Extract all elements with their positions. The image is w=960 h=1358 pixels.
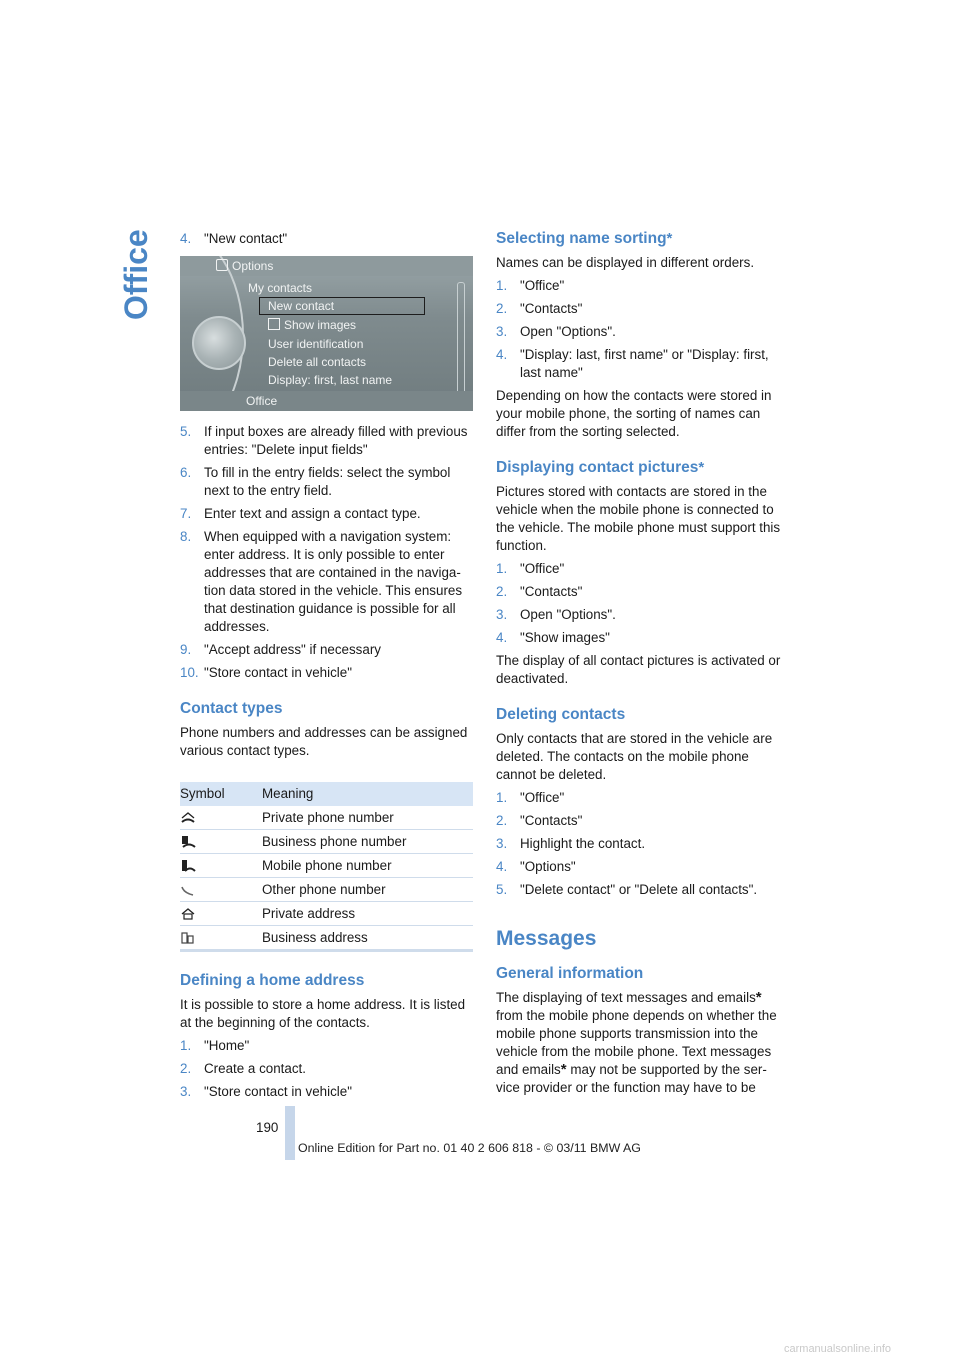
steps-new-contact (180, 230, 474, 248)
step-text: "Show images" (520, 630, 610, 645)
meaning-cell: Business phone number (262, 830, 473, 854)
steps-deleting (496, 789, 790, 899)
heading-home-address: Defining a home address (180, 972, 365, 989)
step-text: Open "Options". (520, 607, 616, 622)
meaning-cell: Private phone number (262, 806, 473, 830)
step-number: 8. (180, 529, 192, 544)
steps-entry (180, 423, 474, 682)
screen-item-delete-all: Delete all contacts (268, 355, 367, 369)
step-number: 2. (496, 301, 508, 316)
step-text: "Display: last, first name" or "Display: first, last name" (520, 347, 769, 380)
step-text: Create a contact. (204, 1061, 306, 1076)
step-text: Open "Options". (520, 324, 616, 339)
step-item (180, 664, 474, 682)
step-number: 2. (180, 1061, 192, 1076)
step-item (496, 858, 790, 876)
step-text: "New contact" (204, 231, 288, 246)
step-number: 4. (496, 347, 508, 362)
step-text: "Store contact in vehicle" (204, 665, 352, 680)
step-text: Enter text and assign a contact type. (204, 506, 421, 521)
meaning-cell: Private address (262, 902, 473, 926)
table-row (180, 854, 473, 878)
side-tab-label: Office (118, 229, 154, 320)
steps-contact-pictures (496, 560, 790, 647)
step-number: 9. (180, 642, 192, 657)
checkbox-icon (268, 318, 280, 330)
options-icon (216, 259, 228, 271)
watermark: carmanualsonline.info (784, 1343, 892, 1355)
step-number: 2. (496, 813, 508, 828)
step-number: 3. (496, 324, 508, 339)
step-text: "Options" (520, 859, 576, 874)
screen-item-show-images: Show images (268, 318, 356, 332)
step-text: "Office" (520, 790, 565, 805)
step-text: "Contacts" (520, 584, 583, 599)
private-address-icon (180, 902, 262, 926)
screen-bottom-label: Office (246, 394, 278, 408)
step-number: 3. (496, 836, 508, 851)
screen-item-display: Display: first, last name (268, 373, 393, 387)
step-text: To fill in the entry fields: select the symbol next to the entry field. (204, 465, 451, 498)
step-text: If input boxes are already filled with previous entries: "Delete input fields" (204, 424, 468, 457)
left-column (180, 230, 474, 1106)
step-number: 1. (180, 1038, 192, 1053)
step-text: "Accept address" if necessary (204, 642, 381, 657)
step-text: "Store contact in vehicle" (204, 1084, 352, 1099)
heading-general-information: General information (496, 965, 644, 982)
table-row (180, 830, 473, 854)
step-item (496, 789, 790, 807)
table-row (180, 806, 473, 830)
step-number: 7. (180, 506, 192, 521)
screen-bottombar (180, 391, 473, 411)
step-number: 10. (180, 665, 199, 680)
screen-item-user-identification: User identification (268, 337, 364, 351)
heading-contact-pictures: Displaying contact pictures* (496, 459, 705, 476)
step-number: 5. (180, 424, 192, 439)
screen-title: Options (216, 259, 273, 273)
heading-messages: Messages (496, 927, 597, 950)
step-item (180, 464, 474, 500)
right-column (496, 230, 790, 1102)
steps-home-address (180, 1037, 474, 1101)
meaning-cell: Other phone number (262, 878, 473, 902)
meaning-cell: Mobile phone number (262, 854, 473, 878)
step-item (180, 230, 474, 248)
step-item (496, 812, 790, 830)
step-text: "Contacts" (520, 813, 583, 828)
heading-deleting-contacts: Deleting contacts (496, 706, 626, 723)
heading-contact-types: Contact types (180, 700, 283, 717)
step-item (496, 300, 790, 318)
step-number: 6. (180, 465, 192, 480)
step-text: When equipped with a navigation system: enter address. It is only possible to enter addresses that are contained in the naviga-tion data stored in the vehicle. This ensures that destination guidance is possible for all addresses. (204, 529, 463, 634)
step-item (180, 641, 474, 659)
controller-knob-icon (192, 316, 246, 370)
table-row (180, 878, 473, 902)
private-phone-icon (180, 806, 262, 830)
step-text: "Contacts" (520, 301, 583, 316)
step-number: 3. (496, 607, 508, 622)
meaning-cell: Business address (262, 926, 473, 951)
step-item (496, 323, 790, 341)
step-item (180, 1037, 474, 1055)
deleting-intro: Only contacts that are stored in the vehicle are deleted. The contacts on the mobile phone cannot be deleted. (496, 731, 773, 782)
step-text: Highlight the contact. (520, 836, 646, 851)
screen-section: My contacts (248, 281, 313, 295)
step-item (180, 1060, 474, 1078)
step-text: "Office" (520, 561, 565, 576)
step-item (496, 346, 790, 382)
business-phone-icon (180, 830, 262, 854)
step-item (496, 606, 790, 624)
step-number: 2. (496, 584, 508, 599)
step-text: "Home" (204, 1038, 250, 1053)
footer-text: Online Edition for Part no. 01 40 2 606 818 - © 03/11 BMW AG (298, 1141, 641, 1155)
idrive-screenshot (180, 256, 473, 411)
table-row (180, 902, 473, 926)
contact-types-intro: Phone numbers and addresses can be assigned various contact types. (180, 725, 468, 758)
step-text: "Delete contact" or "Delete all contacts". (520, 882, 758, 897)
footer-bar (285, 1106, 295, 1160)
col-meaning-header: Meaning (262, 782, 473, 806)
page-number: 190 (256, 1120, 279, 1135)
step-number: 5. (496, 882, 508, 897)
step-text: "Office" (520, 278, 565, 293)
step-number: 1. (496, 278, 508, 293)
contact-pictures-note: The display of all contact pictures is activated or deactivated. (496, 653, 781, 686)
step-item (496, 560, 790, 578)
home-address-intro: It is possible to store a home address. It is listed at the beginning of the contacts. (180, 997, 466, 1030)
screen-item-new-contact: New contact (268, 299, 335, 313)
other-phone-icon (180, 878, 262, 902)
step-item (496, 277, 790, 295)
side-tab (112, 228, 152, 338)
contact-pictures-intro: Pictures stored with contacts are stored in the vehicle when the mobile phone is connected to the vehicle. The mobile phone must support this function. (496, 484, 781, 553)
messages-text: The displaying of text messages and emails* from the mobile phone depends on whether the mobile phone supports transmission into the vehicle from the mobile phone. Text messages and emails* may not be supported by the ser-vice provider or the function may have to be (496, 989, 777, 1095)
mobile-phone-icon (180, 854, 262, 878)
step-number: 1. (496, 561, 508, 576)
step-item (180, 528, 474, 636)
step-item (180, 1083, 474, 1101)
step-item (496, 629, 790, 647)
step-item (180, 505, 474, 523)
step-number: 4. (180, 231, 192, 246)
name-sorting-intro: Names can be displayed in different orders. (496, 255, 755, 270)
step-item (180, 423, 474, 459)
name-sorting-note: Depending on how the contacts were stored in your mobile phone, the sorting of names can differ from the sorting selected. (496, 388, 772, 439)
table-row (180, 926, 473, 951)
steps-name-sorting (496, 277, 790, 382)
step-number: 3. (180, 1084, 192, 1099)
step-item (496, 881, 790, 899)
step-number: 4. (496, 859, 508, 874)
step-number: 4. (496, 630, 508, 645)
col-symbol-header: Symbol (180, 782, 262, 806)
business-address-icon (180, 926, 262, 951)
step-item (496, 583, 790, 601)
step-number: 1. (496, 790, 508, 805)
contact-types-table (180, 782, 473, 952)
screen-scrollbar (457, 282, 465, 394)
step-item (496, 835, 790, 853)
heading-name-sorting: Selecting name sorting* (496, 230, 673, 247)
table-header-row (180, 782, 473, 806)
